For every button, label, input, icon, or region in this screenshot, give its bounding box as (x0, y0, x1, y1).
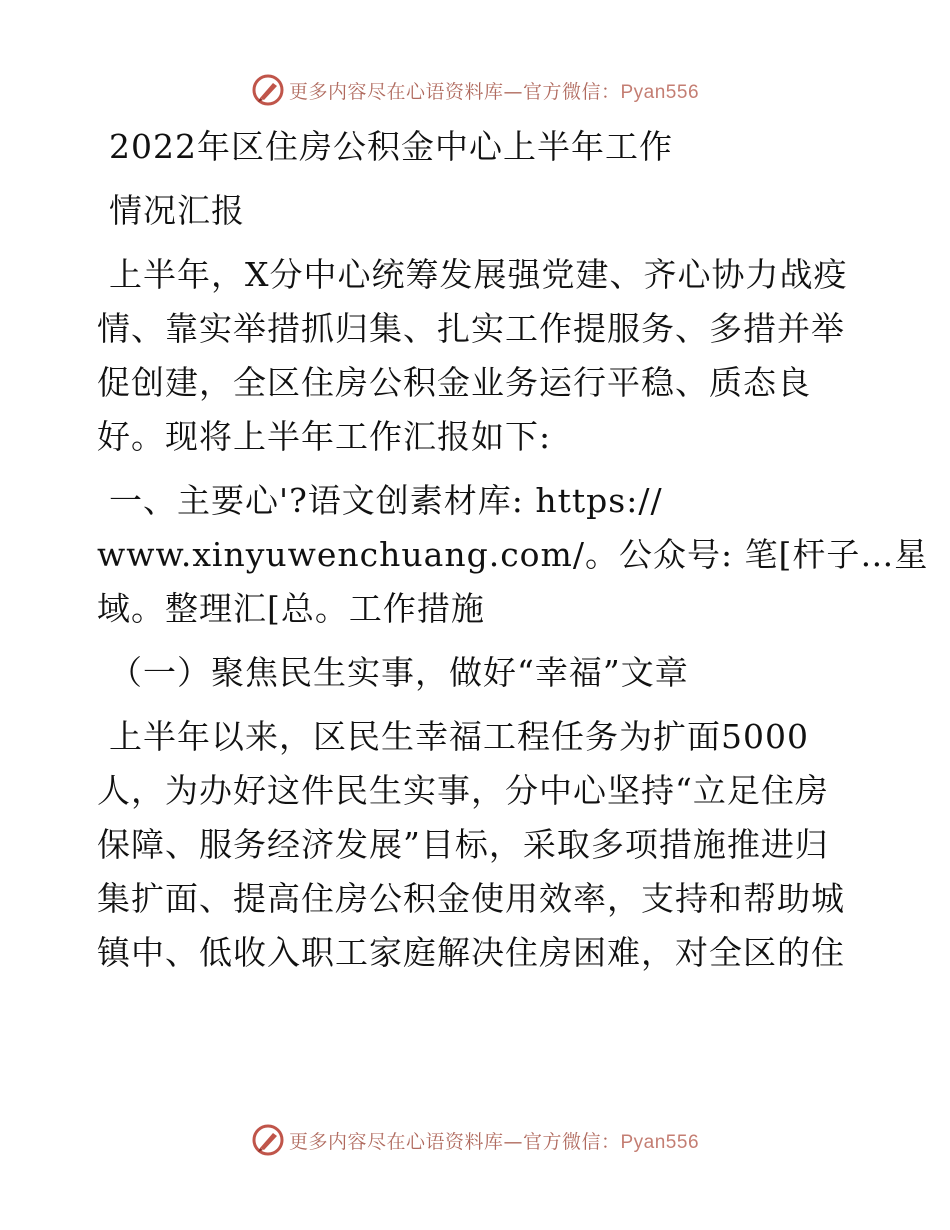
paragraph-line: 上半年以来，区民生幸福工程任务为扩面5000 (109, 717, 809, 756)
pen-logo-icon (251, 73, 285, 107)
heading-line: www.xinyuwenchuang.com/。公众号: 笔[杆子…星 (97, 535, 929, 574)
paragraph-line: 镇中、低收入职工家庭解决住房困难，对全区的住 (97, 933, 845, 972)
watermark-text: 更多内容尽在心语资料库—官方微信：Pyan556 (288, 80, 700, 103)
watermark-top (0, 70, 950, 110)
document-title-line-2: 情况汇报 (109, 191, 245, 230)
section-heading-1 (97, 474, 929, 636)
paragraph-line: 情、靠实举措抓归集、扎实工作提服务、多措并举 (97, 309, 845, 348)
watermark-bottom (0, 1120, 950, 1160)
document-title-line-1: 2022年区住房公积金中心上半年工作 (109, 127, 673, 166)
heading-line: 域。整理汇[总。工作措施 (97, 589, 485, 628)
watermark-text: 更多内容尽在心语资料库—官方微信：Pyan556 (288, 1130, 700, 1153)
watermark-id: Pyan556 (620, 1131, 700, 1153)
subheading-1: （一）聚焦民生实事，做好“幸福”文章 (109, 653, 689, 692)
paragraph-line: 促创建，全区住房公积金业务运行平稳、质态良 (97, 363, 811, 402)
paragraph-line: 人，为办好这件民生实事，分中心坚持“立足住房 (97, 771, 829, 810)
paragraph-line: 保障、服务经济发展”目标，采取多项措施推进归 (97, 825, 829, 864)
heading-line: 一、主要心'?语文创素材库: https:// (109, 481, 663, 520)
watermark-id: Pyan556 (620, 81, 700, 103)
paragraph-intro (97, 248, 857, 464)
document-body (97, 120, 929, 980)
paragraph-line: 好。现将上半年工作汇报如下: (97, 417, 552, 456)
pen-logo-icon (251, 1123, 285, 1157)
paragraph-livelihood (97, 710, 857, 980)
paragraph-line: 集扩面、提高住房公积金使用效率，支持和帮助城 (97, 879, 845, 918)
paragraph-line: 上半年，X分中心统筹发展强党建、齐心协力战疫 (109, 255, 848, 294)
